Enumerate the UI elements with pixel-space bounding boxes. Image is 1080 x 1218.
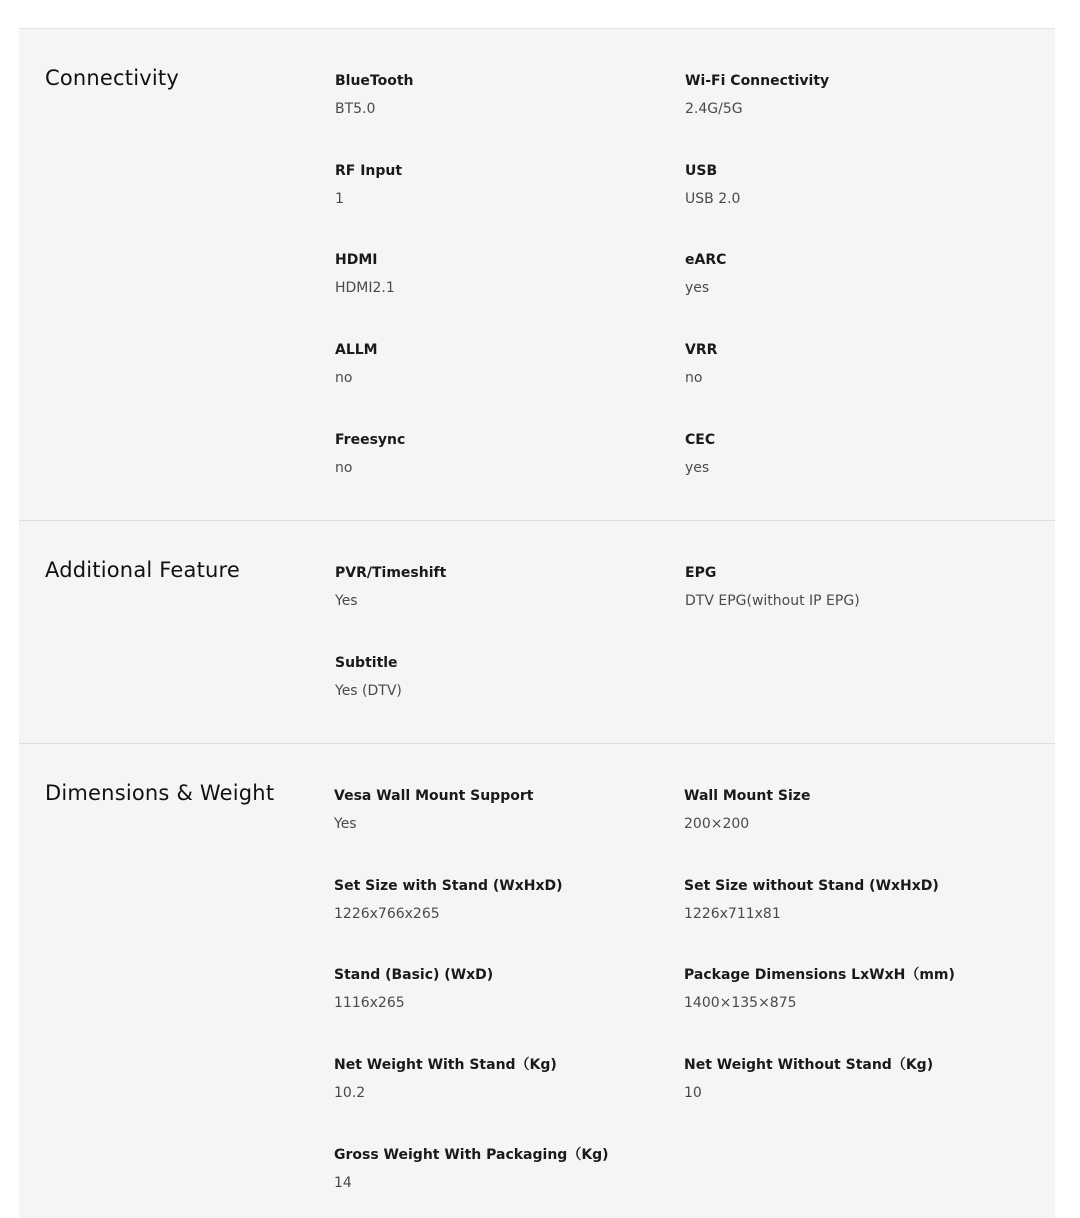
specifications-panel [19,28,1055,1218]
spec-label: CEC [685,432,716,448]
spec-label: Net Weight With Stand（Kg) [334,1057,557,1073]
spec-label: ALLM [335,342,378,358]
spec-value: Yes [334,816,357,832]
spec-freesync [335,431,665,477]
spec-value: 200×200 [684,816,750,832]
spec-value: no [335,370,353,386]
spec-label: USB [685,163,718,179]
spec-value: 10 [684,1085,702,1101]
section-title: Connectivity [45,66,179,90]
spec-value: 14 [334,1175,352,1191]
spec-net-weight-without-stand [684,1056,1014,1102]
spec-label: Vesa Wall Mount Support [334,788,534,804]
spec-pvr-timeshift [335,564,665,610]
spec-label: Stand (Basic) (WxD) [334,967,494,983]
spec-bluetooth [335,72,665,118]
spec-allm [335,341,665,387]
spec-value: no [685,370,703,386]
spec-epg [685,564,1015,610]
spec-value: 1226x711x81 [684,906,781,922]
spec-label: VRR [685,342,718,358]
spec-gross-weight [334,1146,664,1192]
section-title: Additional Feature [45,558,241,582]
spec-wifi [685,72,1015,118]
spec-earc [685,251,1015,297]
spec-cec [685,431,1015,477]
spec-value: 1400×135×875 [684,995,797,1011]
section-additional-feature [19,521,1055,744]
spec-value: BT5.0 [335,101,376,117]
spec-label: Subtitle [335,655,398,671]
spec-label: EPG [685,565,717,581]
spec-label: Freesync [335,432,406,448]
section-title: Dimensions & Weight [45,781,275,805]
spec-hdmi [335,251,665,297]
spec-label: HDMI [335,252,378,268]
spec-value: DTV EPG(without IP EPG) [685,593,860,609]
spec-set-size-with-stand [334,877,664,923]
spec-label: eARC [685,252,727,268]
spec-value: HDMI2.1 [335,280,395,296]
spec-label: Gross Weight With Packaging（Kg) [334,1147,609,1163]
spec-label: Wi-Fi Connectivity [685,73,830,89]
spec-package-dimensions [684,966,1014,1012]
spec-label: PVR/Timeshift [335,565,447,581]
spec-label: Set Size without Stand (WxHxD) [684,878,939,894]
spec-label: Wall Mount Size [684,788,811,804]
spec-value: Yes (DTV) [335,683,402,699]
spec-value: 10.2 [334,1085,366,1101]
spec-set-size-without-stand [684,877,1014,923]
spec-subtitle [335,654,665,700]
spec-value: no [335,460,353,476]
spec-value: 1226x766x265 [334,906,440,922]
spec-label: BlueTooth [335,73,414,89]
spec-label: Package Dimensions LxWxH（mm) [684,967,955,983]
spec-value: yes [685,460,710,476]
spec-vesa-wall-mount [334,787,664,833]
spec-usb [685,162,1015,208]
spec-stand-basic [334,966,664,1012]
section-connectivity [19,29,1055,521]
spec-value: 1 [335,191,344,207]
spec-wall-mount-size [684,787,1014,833]
spec-value: 1116x265 [334,995,405,1011]
spec-net-weight-with-stand [334,1056,664,1102]
spec-value: 2.4G/5G [685,101,743,117]
spec-vrr [685,341,1015,387]
spec-value: Yes [335,593,358,609]
spec-value: USB 2.0 [685,191,741,207]
spec-value: yes [685,280,710,296]
spec-label: Net Weight Without Stand（Kg) [684,1057,934,1073]
spec-label: Set Size with Stand (WxHxD) [334,878,563,894]
spec-label: RF Input [335,163,403,179]
section-dimensions-weight [19,744,1055,1218]
spec-rf-input [335,162,665,208]
